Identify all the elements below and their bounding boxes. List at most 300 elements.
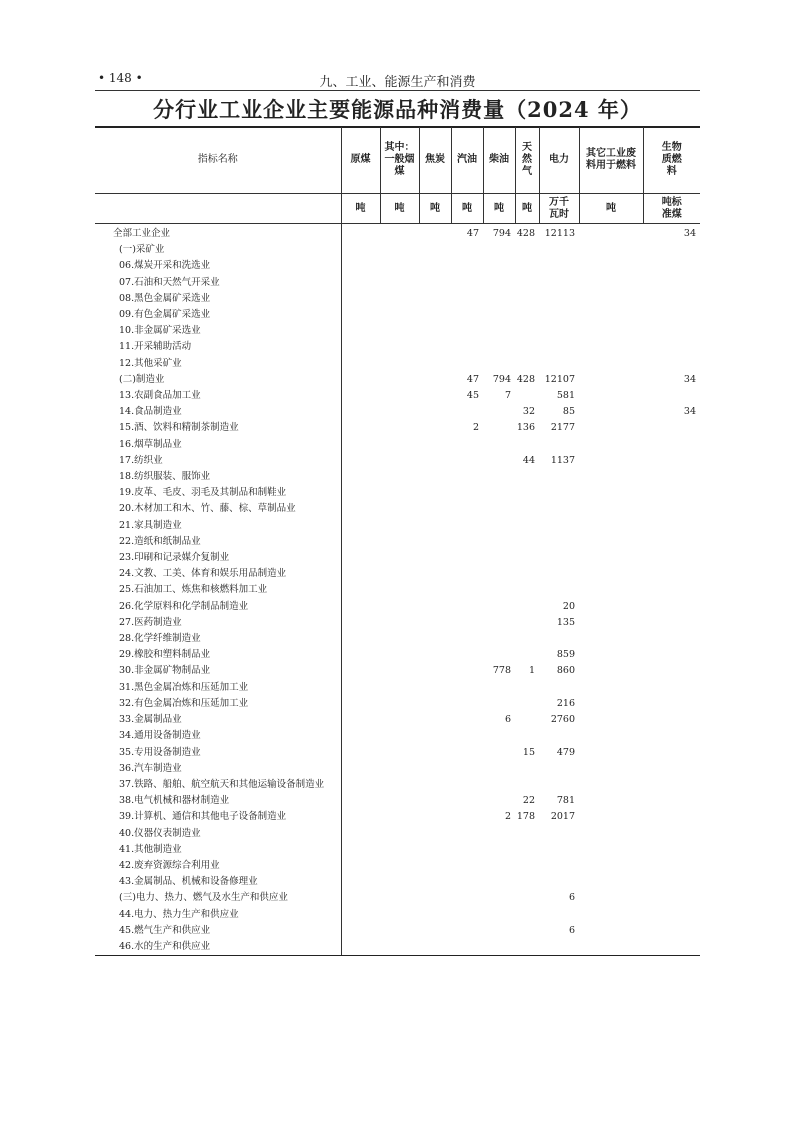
row-value xyxy=(341,469,380,485)
row-value xyxy=(579,615,643,631)
row-value: 47 xyxy=(466,228,479,239)
table-row xyxy=(95,453,700,469)
row-value xyxy=(419,923,451,939)
row-value xyxy=(380,631,419,647)
row-value xyxy=(380,745,419,761)
row-value xyxy=(515,356,539,372)
row-value xyxy=(341,242,380,258)
row-value xyxy=(643,680,700,696)
row-value xyxy=(380,647,419,663)
row-value xyxy=(341,437,380,453)
row-value xyxy=(579,582,643,598)
table-row xyxy=(95,842,700,858)
row-label: 38.电气机械和器材制造业 xyxy=(119,795,230,807)
row-value xyxy=(515,842,539,858)
row-value xyxy=(380,615,419,631)
row-value xyxy=(380,485,419,501)
row-value xyxy=(539,469,579,485)
row-value xyxy=(451,939,483,956)
row-value xyxy=(515,501,539,517)
row-value xyxy=(579,501,643,517)
row-value xyxy=(341,647,380,663)
row-value xyxy=(515,339,539,355)
row-value xyxy=(451,582,483,598)
row-value xyxy=(483,615,515,631)
row-value xyxy=(341,258,380,274)
row-value: 6 xyxy=(568,924,575,936)
row-label: 30.非金属矿物制品业 xyxy=(119,665,211,677)
column-header: 指标名称 xyxy=(95,127,341,194)
row-value xyxy=(579,631,643,647)
row-value xyxy=(483,582,515,598)
table-row xyxy=(95,826,700,842)
row-value xyxy=(419,469,451,485)
row-value: 1137 xyxy=(550,454,575,466)
row-label: 43.金属制品、机械和设备修理业 xyxy=(119,876,258,888)
row-value xyxy=(539,826,579,842)
row-value xyxy=(579,469,643,485)
row-value xyxy=(380,858,419,874)
row-label: 07.石油和天然气开采业 xyxy=(119,276,220,288)
row-value: 7 xyxy=(504,390,511,402)
row-value xyxy=(341,728,380,744)
row-value xyxy=(451,647,483,663)
row-value xyxy=(380,291,419,307)
table-row xyxy=(95,372,700,388)
row-value xyxy=(419,356,451,372)
row-value xyxy=(643,420,700,436)
row-value xyxy=(380,372,419,388)
row-label: 42.废弃资源综合利用业 xyxy=(119,859,220,871)
row-value xyxy=(643,890,700,906)
row-value xyxy=(483,858,515,874)
table-row xyxy=(95,793,700,809)
row-value xyxy=(483,923,515,939)
row-value xyxy=(483,907,515,923)
row-value xyxy=(643,518,700,534)
row-value xyxy=(341,890,380,906)
row-value: 12113 xyxy=(544,228,575,239)
row-value xyxy=(419,224,451,243)
page-number: • 148 • xyxy=(98,71,143,85)
column-header: 电力 xyxy=(539,127,579,194)
row-value xyxy=(483,242,515,258)
table-row xyxy=(95,582,700,598)
row-value xyxy=(579,761,643,777)
row-label: 20.木材加工和木、竹、藤、棕、草制品业 xyxy=(119,503,296,515)
unit-header xyxy=(95,194,341,224)
row-value: 2017 xyxy=(550,811,575,823)
row-value xyxy=(419,615,451,631)
table-row xyxy=(95,874,700,890)
row-value xyxy=(643,534,700,550)
header-row-names xyxy=(95,127,700,194)
row-value xyxy=(483,453,515,469)
row-value xyxy=(579,663,643,679)
row-value xyxy=(380,388,419,404)
row-value xyxy=(643,388,700,404)
row-value xyxy=(515,566,539,582)
row-value: 136 xyxy=(516,422,535,434)
row-value xyxy=(419,275,451,291)
row-value xyxy=(643,939,700,956)
row-value xyxy=(483,356,515,372)
row-value xyxy=(539,518,579,534)
row-value xyxy=(515,696,539,712)
row-value xyxy=(419,712,451,728)
row-value xyxy=(380,356,419,372)
row-label: 33.金属制品业 xyxy=(119,714,182,726)
row-label: 26.化学原料和化学制品制造业 xyxy=(119,600,249,612)
row-value: 794 xyxy=(492,373,511,385)
row-value xyxy=(341,372,380,388)
row-value xyxy=(579,291,643,307)
table-row xyxy=(95,291,700,307)
row-value xyxy=(539,437,579,453)
row-value xyxy=(419,631,451,647)
row-value xyxy=(380,923,419,939)
row-label: 28.化学纤维制造业 xyxy=(119,633,201,645)
row-value xyxy=(579,923,643,939)
row-value xyxy=(341,809,380,825)
row-value xyxy=(380,518,419,534)
table-row xyxy=(95,809,700,825)
row-value xyxy=(579,793,643,809)
row-value xyxy=(515,858,539,874)
row-value xyxy=(539,291,579,307)
row-value xyxy=(380,939,419,956)
row-value xyxy=(451,307,483,323)
row-value xyxy=(643,550,700,566)
row-value xyxy=(539,582,579,598)
row-value xyxy=(451,469,483,485)
row-value xyxy=(579,712,643,728)
row-value xyxy=(539,874,579,890)
row-value xyxy=(419,826,451,842)
column-header: 汽油 xyxy=(451,127,483,194)
row-value xyxy=(515,890,539,906)
row-value xyxy=(643,858,700,874)
row-value xyxy=(380,307,419,323)
row-label: 24.文教、工美、体育和娱乐用品制造业 xyxy=(119,568,287,580)
row-value xyxy=(515,907,539,923)
row-value xyxy=(515,437,539,453)
row-value xyxy=(451,761,483,777)
table-row xyxy=(95,501,700,517)
row-value xyxy=(380,550,419,566)
row-value xyxy=(451,793,483,809)
row-value: 2760 xyxy=(550,714,575,726)
row-value xyxy=(451,453,483,469)
row-label: 15.酒、饮料和精制茶制造业 xyxy=(119,422,239,434)
row-value xyxy=(643,582,700,598)
row-value xyxy=(539,275,579,291)
row-value xyxy=(341,907,380,923)
row-value xyxy=(539,939,579,956)
row-value xyxy=(451,599,483,615)
row-value xyxy=(451,728,483,744)
table-row xyxy=(95,388,700,404)
row-value xyxy=(539,728,579,744)
row-value xyxy=(643,501,700,517)
row-label: 46.水的生产和供应业 xyxy=(95,939,341,956)
row-value: 781 xyxy=(556,795,575,807)
row-value xyxy=(579,696,643,712)
row-value: 34 xyxy=(683,228,696,239)
running-header xyxy=(95,71,700,89)
row-value xyxy=(341,696,380,712)
row-value xyxy=(419,388,451,404)
row-value xyxy=(643,307,700,323)
row-value xyxy=(483,550,515,566)
row-value xyxy=(483,777,515,793)
row-value xyxy=(419,518,451,534)
row-value xyxy=(380,793,419,809)
row-value: 34 xyxy=(683,373,696,385)
row-value xyxy=(643,469,700,485)
table-row xyxy=(95,858,700,874)
row-value xyxy=(419,420,451,436)
table-row xyxy=(95,307,700,323)
row-value: 479 xyxy=(556,746,575,758)
row-value xyxy=(539,907,579,923)
row-value: 2177 xyxy=(550,422,575,434)
row-value xyxy=(483,323,515,339)
row-value xyxy=(380,242,419,258)
row-label: 19.皮革、毛皮、羽毛及其制品和制鞋业 xyxy=(119,487,287,499)
row-value xyxy=(643,712,700,728)
row-value xyxy=(539,566,579,582)
table-row xyxy=(95,745,700,761)
row-value: 428 xyxy=(516,373,535,385)
row-value xyxy=(483,275,515,291)
row-value xyxy=(451,550,483,566)
row-value xyxy=(341,550,380,566)
row-value xyxy=(515,323,539,339)
row-value xyxy=(380,842,419,858)
row-value xyxy=(419,728,451,744)
row-value xyxy=(451,242,483,258)
row-value xyxy=(579,842,643,858)
row-value xyxy=(579,356,643,372)
row-value xyxy=(451,291,483,307)
row-value xyxy=(419,647,451,663)
row-value xyxy=(380,501,419,517)
row-value: 859 xyxy=(556,649,575,661)
table-row xyxy=(95,647,700,663)
row-value xyxy=(579,550,643,566)
table-row xyxy=(95,680,700,696)
row-value xyxy=(579,874,643,890)
row-value xyxy=(341,663,380,679)
row-value xyxy=(579,826,643,842)
row-value: 12107 xyxy=(544,373,575,385)
row-value xyxy=(539,501,579,517)
row-label: 21.家具制造业 xyxy=(119,519,182,531)
row-value xyxy=(341,275,380,291)
row-value xyxy=(451,485,483,501)
row-value: 778 xyxy=(492,665,511,677)
row-label: 32.有色金属冶炼和压延加工业 xyxy=(119,697,249,709)
row-value xyxy=(451,680,483,696)
row-value xyxy=(643,339,700,355)
row-value: 32 xyxy=(522,406,535,418)
row-value xyxy=(643,745,700,761)
row-value xyxy=(579,224,643,243)
row-value xyxy=(483,939,515,956)
row-value xyxy=(341,534,380,550)
column-header: 其中： 一般烟煤 xyxy=(380,127,419,194)
table-row xyxy=(95,437,700,453)
row-value xyxy=(451,258,483,274)
row-value: 45 xyxy=(466,390,479,402)
row-value xyxy=(643,663,700,679)
row-value xyxy=(341,631,380,647)
row-value xyxy=(483,420,515,436)
row-value xyxy=(483,485,515,501)
row-value: 2 xyxy=(504,811,511,823)
row-value xyxy=(539,631,579,647)
row-value xyxy=(419,874,451,890)
row-value xyxy=(419,582,451,598)
row-value xyxy=(380,420,419,436)
row-value xyxy=(419,307,451,323)
row-value xyxy=(419,907,451,923)
table-row xyxy=(95,275,700,291)
row-label: 45.燃气生产和供应业 xyxy=(119,924,211,936)
row-value xyxy=(539,777,579,793)
row-value xyxy=(451,339,483,355)
row-value xyxy=(451,501,483,517)
row-value xyxy=(419,550,451,566)
row-value xyxy=(539,761,579,777)
row-value xyxy=(515,777,539,793)
row-value xyxy=(579,339,643,355)
section-title: 九、工业、能源生产和消费 xyxy=(319,75,476,90)
row-value xyxy=(451,696,483,712)
row-value xyxy=(419,485,451,501)
table-row xyxy=(95,404,700,420)
row-label: 08.黑色金属矿采选业 xyxy=(119,292,211,304)
unit-header: 吨 xyxy=(451,194,483,224)
row-value xyxy=(380,663,419,679)
row-value xyxy=(643,728,700,744)
unit-header: 吨 xyxy=(579,194,643,224)
row-value xyxy=(483,728,515,744)
column-header: 生物 质燃 料 xyxy=(643,127,700,194)
row-value xyxy=(380,437,419,453)
row-value xyxy=(451,842,483,858)
row-label: 10.非金属矿采选业 xyxy=(119,325,201,337)
row-label: 09.有色金属矿采选业 xyxy=(119,309,211,321)
row-value xyxy=(419,890,451,906)
row-value xyxy=(341,939,380,956)
row-label: (二)制造业 xyxy=(119,373,165,385)
table-row xyxy=(95,566,700,582)
row-value xyxy=(419,372,451,388)
row-value xyxy=(483,826,515,842)
unit-header: 吨 xyxy=(419,194,451,224)
row-value xyxy=(483,566,515,582)
row-value xyxy=(341,566,380,582)
row-value xyxy=(419,842,451,858)
row-value xyxy=(579,745,643,761)
row-value: 216 xyxy=(556,697,575,709)
table-row xyxy=(95,761,700,777)
row-value xyxy=(579,809,643,825)
row-value xyxy=(515,550,539,566)
row-value xyxy=(419,258,451,274)
row-value xyxy=(341,874,380,890)
row-value xyxy=(419,696,451,712)
row-value xyxy=(539,323,579,339)
row-value xyxy=(451,777,483,793)
row-value xyxy=(341,680,380,696)
row-value xyxy=(579,890,643,906)
row-value xyxy=(380,712,419,728)
row-value xyxy=(515,826,539,842)
table-row xyxy=(95,258,700,274)
row-value xyxy=(451,356,483,372)
row-value xyxy=(451,404,483,420)
row-value xyxy=(515,599,539,615)
row-value xyxy=(483,518,515,534)
unit-header: 吨 xyxy=(483,194,515,224)
row-value xyxy=(451,437,483,453)
row-label: 14.食品制造业 xyxy=(119,406,182,418)
row-value xyxy=(483,680,515,696)
row-value: 135 xyxy=(556,616,575,628)
row-value xyxy=(419,501,451,517)
row-value xyxy=(483,291,515,307)
row-value xyxy=(483,501,515,517)
table-row xyxy=(95,224,700,243)
row-value: 1 xyxy=(528,665,535,677)
row-value xyxy=(539,356,579,372)
table-row xyxy=(95,712,700,728)
row-value xyxy=(515,582,539,598)
row-value xyxy=(643,242,700,258)
row-value xyxy=(380,566,419,582)
row-value xyxy=(515,939,539,956)
row-value xyxy=(341,323,380,339)
table-row xyxy=(95,420,700,436)
row-value xyxy=(419,599,451,615)
row-value xyxy=(483,874,515,890)
row-value xyxy=(515,258,539,274)
row-value xyxy=(419,323,451,339)
row-value xyxy=(643,437,700,453)
row-value: 34 xyxy=(683,406,696,418)
row-value xyxy=(451,745,483,761)
row-value xyxy=(380,224,419,243)
row-value xyxy=(643,275,700,291)
row-value xyxy=(579,939,643,956)
table-row xyxy=(95,534,700,550)
table-row xyxy=(95,469,700,485)
row-value xyxy=(341,615,380,631)
header-rule xyxy=(95,90,700,91)
row-value xyxy=(483,793,515,809)
row-value: 44 xyxy=(522,454,535,466)
row-value xyxy=(451,518,483,534)
row-value xyxy=(515,631,539,647)
row-value: 15 xyxy=(522,746,535,758)
row-value xyxy=(643,874,700,890)
row-value xyxy=(579,485,643,501)
table-row xyxy=(95,615,700,631)
row-value xyxy=(483,339,515,355)
